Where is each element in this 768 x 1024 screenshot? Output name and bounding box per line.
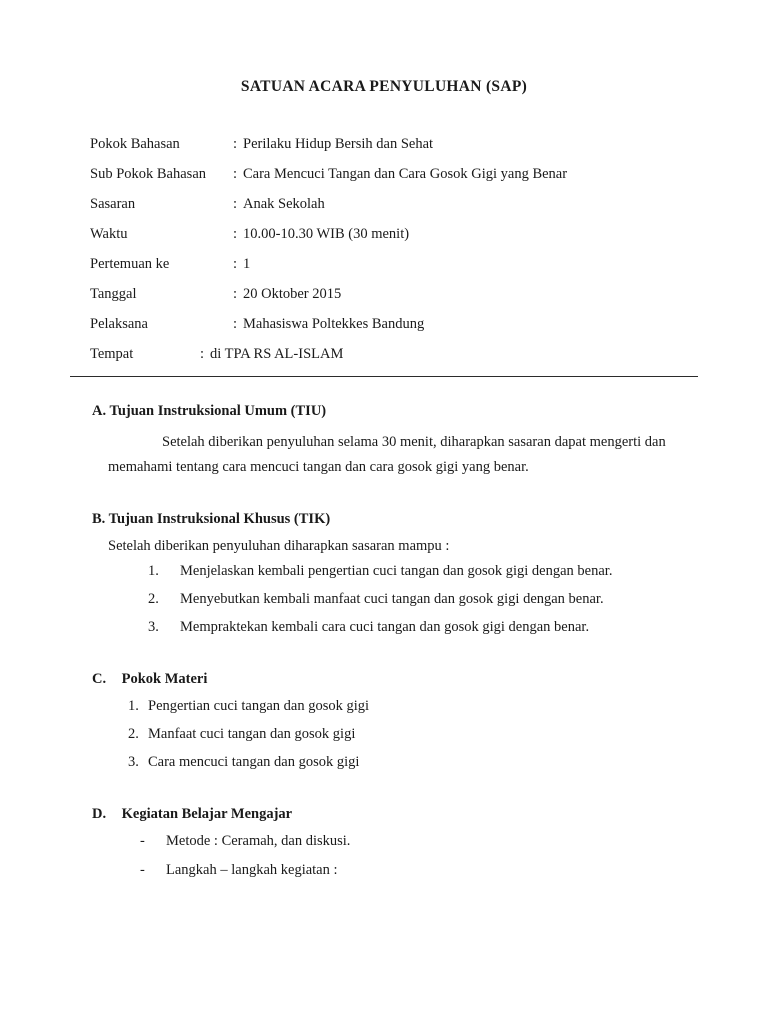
metadata-separator: : bbox=[233, 316, 238, 332]
metadata-value: Mahasiswa Poltekkes Bandung bbox=[243, 316, 425, 332]
list-item bbox=[148, 591, 698, 608]
section-a-letter: A. bbox=[92, 403, 107, 419]
metadata-separator: : bbox=[233, 196, 238, 212]
section-a-title: Tujuan Instruksional Umum (TIU) bbox=[109, 403, 327, 419]
list-item bbox=[148, 619, 698, 636]
list-marker: 1. bbox=[128, 697, 139, 714]
metadata-label: Pertemuan ke bbox=[90, 256, 170, 272]
section-b-heading bbox=[92, 511, 698, 528]
metadata-separator: : bbox=[233, 136, 238, 152]
metadata-label: Waktu bbox=[90, 226, 128, 242]
section-c-heading bbox=[92, 671, 698, 688]
section-b-title: Tujuan Instruksional Khusus (TIK) bbox=[108, 510, 331, 527]
section-c-letter: C. bbox=[92, 670, 107, 687]
metadata-row bbox=[90, 166, 698, 183]
section-d-heading bbox=[92, 806, 698, 823]
section-b bbox=[70, 511, 698, 636]
metadata-separator: : bbox=[233, 226, 238, 242]
section-a-heading bbox=[92, 403, 698, 420]
section-a bbox=[70, 403, 698, 481]
section-c-title: Pokok Materi bbox=[121, 670, 208, 687]
list-marker: - bbox=[140, 861, 145, 878]
list-marker: 2. bbox=[128, 725, 139, 742]
list-item bbox=[128, 754, 698, 771]
metadata-row bbox=[90, 136, 698, 153]
metadata-label: Sasaran bbox=[90, 196, 136, 212]
list-marker: 1. bbox=[148, 562, 159, 579]
metadata-value: 20 Oktober 2015 bbox=[243, 286, 342, 302]
metadata-label: Pokok Bahasan bbox=[90, 136, 180, 152]
metadata-separator: : bbox=[233, 286, 238, 302]
list-item bbox=[148, 563, 698, 580]
section-c-list bbox=[128, 698, 698, 771]
section-a-paragraph: Setelah diberikan penyuluhan selama 30 menit, diharapkan sasaran dapat mengerti dan memahami tentang cara mencuci tangan dan cara gosok gigi yang benar. bbox=[108, 434, 666, 476]
metadata-label: Tanggal bbox=[90, 286, 137, 302]
list-text: Menjelaskan kembali pengertian cuci tangan dan gosok gigi dengan benar. bbox=[180, 562, 613, 579]
list-text: Menyebutkan kembali manfaat cuci tangan dan gosok gigi dengan benar. bbox=[180, 590, 604, 607]
list-marker: 3. bbox=[128, 753, 139, 770]
list-text: Manfaat cuci tangan dan gosok gigi bbox=[148, 725, 356, 742]
metadata-value: 1 bbox=[243, 256, 251, 272]
section-c bbox=[70, 671, 698, 771]
metadata-row bbox=[90, 196, 698, 213]
list-text: Metode : Ceramah, dan diskusi. bbox=[166, 832, 351, 849]
section-d-title: Kegiatan Belajar Mengajar bbox=[121, 805, 293, 822]
horizontal-divider bbox=[70, 376, 698, 377]
metadata-value: di TPA RS AL-ISLAM bbox=[210, 346, 344, 362]
metadata-row bbox=[90, 316, 698, 333]
metadata-row bbox=[90, 346, 698, 363]
list-text: Mempraktekan kembali cara cuci tangan dan gosok gigi dengan benar. bbox=[180, 618, 590, 635]
metadata-value: Perilaku Hidup Bersih dan Sehat bbox=[243, 136, 434, 152]
metadata-separator: : bbox=[233, 256, 238, 272]
list-item bbox=[140, 862, 698, 879]
list-text: Langkah – langkah kegiatan : bbox=[166, 861, 338, 878]
list-marker: 3. bbox=[148, 618, 159, 635]
metadata-value: Cara Mencuci Tangan dan Cara Gosok Gigi yang Benar bbox=[243, 166, 568, 182]
list-item bbox=[140, 833, 698, 850]
list-text: Pengertian cuci tangan dan gosok gigi bbox=[148, 697, 370, 714]
metadata-label: Sub Pokok Bahasan bbox=[90, 166, 206, 182]
spacer bbox=[70, 487, 698, 511]
metadata-value: 10.00-10.30 WIB (30 menit) bbox=[243, 226, 410, 242]
spacer bbox=[70, 647, 698, 671]
list-item bbox=[128, 726, 698, 743]
list-marker: 2. bbox=[148, 590, 159, 607]
metadata-row bbox=[90, 256, 698, 273]
list-item bbox=[128, 698, 698, 715]
metadata-value: Anak Sekolah bbox=[243, 196, 325, 212]
section-b-letter: B. bbox=[92, 510, 106, 527]
metadata-label: Pelaksana bbox=[90, 316, 148, 332]
list-text: Cara mencuci tangan dan gosok gigi bbox=[148, 753, 360, 770]
section-b-list bbox=[148, 563, 698, 636]
metadata-separator: : bbox=[200, 346, 205, 362]
section-d bbox=[70, 806, 698, 879]
metadata-separator: : bbox=[233, 166, 238, 182]
document-metadata bbox=[90, 136, 698, 363]
page-title: SATUAN ACARA PENYULUHAN (SAP) bbox=[240, 78, 528, 95]
metadata-row bbox=[90, 226, 698, 243]
section-d-letter: D. bbox=[92, 805, 107, 822]
spacer bbox=[70, 782, 698, 806]
list-marker: - bbox=[140, 832, 145, 849]
section-b-intro: Setelah diberikan penyuluhan diharapkan sasaran mampu : bbox=[108, 537, 450, 554]
section-d-list bbox=[140, 833, 698, 879]
metadata-row bbox=[90, 286, 698, 303]
metadata-label: Tempat bbox=[90, 346, 134, 362]
